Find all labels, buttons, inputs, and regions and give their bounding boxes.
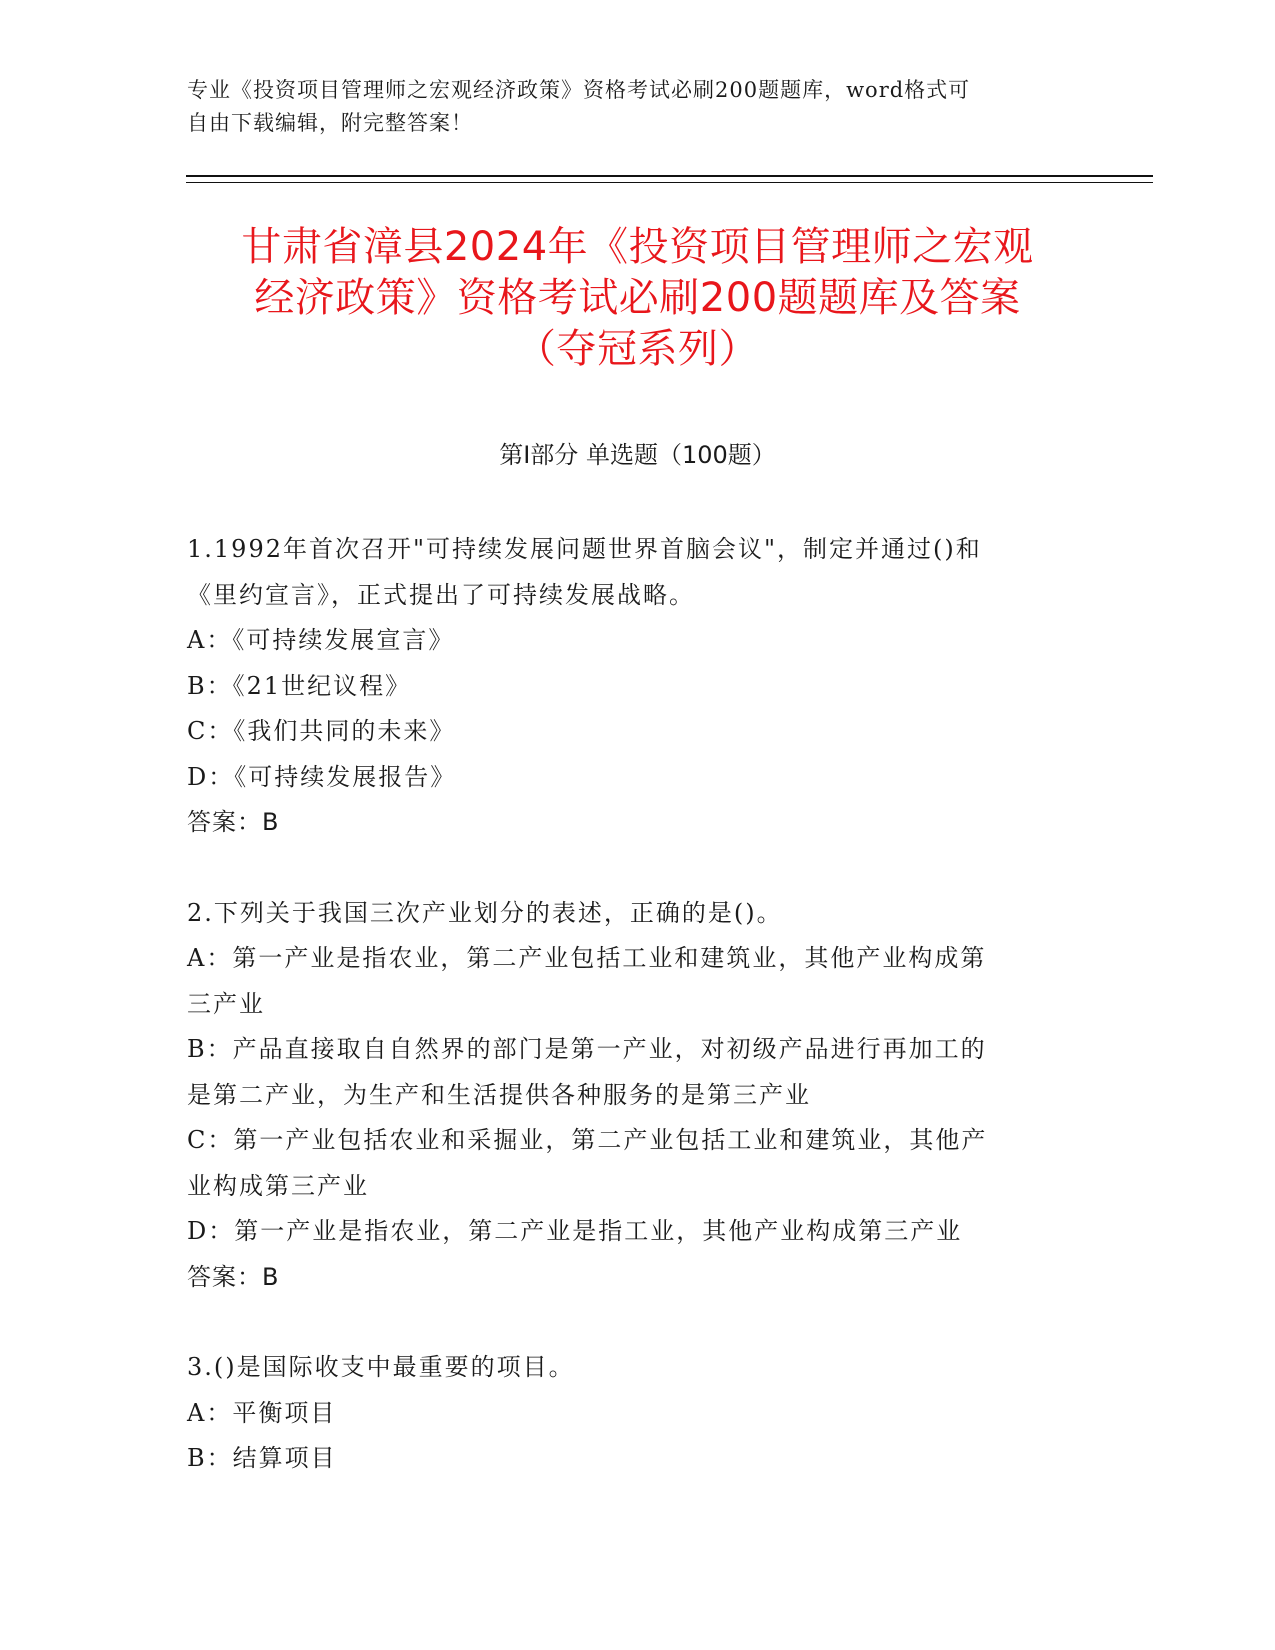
question-list: [187, 527, 1092, 1527]
header-note-line: 专业《投资项目管理师之宏观经济政策》资格考试必刷200题题库，word格式可: [187, 78, 971, 102]
question-option: A：平衡项目: [187, 1398, 337, 1427]
answer-label: 答案：B: [187, 1262, 280, 1291]
header-note-line: 自由下载编辑，附完整答案！: [187, 111, 473, 135]
header-note: [187, 74, 1087, 140]
document-title: [160, 222, 1115, 375]
question-option: C：第一产业包括农业和采掘业，第二产业包括工业和建筑业，其他产: [187, 1126, 988, 1154]
question-stem: 2.下列关于我国三次产业划分的表述，正确的是()。: [187, 898, 783, 927]
question-option: B：产品直接取自自然界的部门是第一产业，对初级产品进行再加工的: [187, 1035, 987, 1063]
question-block: [187, 527, 1092, 846]
question-option: A：第一产业是指农业，第二产业包括工业和建筑业，其他产业构成第: [187, 944, 987, 972]
header-divider: [186, 175, 1153, 177]
question-block: [187, 891, 1092, 1301]
question-block: [187, 1345, 1092, 1482]
question-stem: 3.()是国际收支中最重要的项目。: [187, 1353, 575, 1381]
question-option: B：《21世纪议程》: [187, 671, 412, 700]
title-line: 甘肃省漳县2024年《投资项目管理师之宏观: [241, 224, 1034, 270]
question-option: 三产业: [187, 989, 265, 1018]
question-stem: 《里约宣言》，正式提出了可持续发展战略。: [187, 580, 695, 609]
question-option: A：《可持续发展宣言》: [187, 626, 455, 654]
section-title: 第Ⅰ部分 单选题（100题）: [499, 441, 776, 469]
question-option: D：第一产业是指农业，第二产业是指工业，其他产业构成第三产业: [187, 1217, 963, 1245]
question-option: D：《可持续发展报告》: [187, 762, 457, 791]
question-option: B：结算项目: [187, 1444, 337, 1472]
question-option: 是第二产业，为生产和生活提供各种服务的是第三产业: [187, 1080, 811, 1109]
title-line: （夺冠系列）: [516, 326, 759, 372]
answer-label: 答案：B: [187, 808, 280, 836]
question-stem: 1.1992年首次召开"可持续发展问题世界首脑会议"，制定并通过()和: [187, 535, 982, 563]
header-divider-thin: [186, 182, 1153, 183]
question-option: 业构成第三产业: [187, 1171, 369, 1200]
question-option: C：《我们共同的未来》: [187, 717, 456, 745]
title-line: 经济政策》资格考试必刷200题题库及答案: [254, 275, 1021, 321]
